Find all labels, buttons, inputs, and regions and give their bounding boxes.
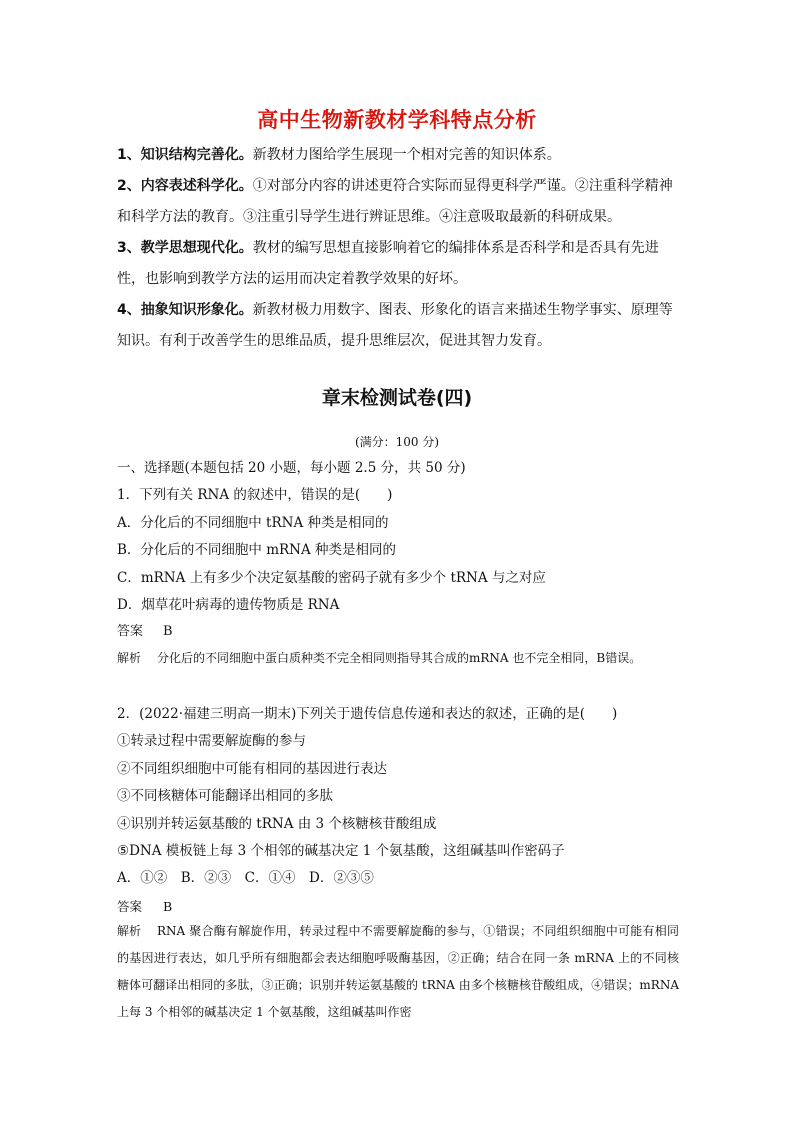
q1-answer-row [117, 620, 679, 639]
q2-answer-value: B [163, 898, 173, 914]
q2-choices: A．①② B．②③ C．①④ D．②③⑤ [117, 870, 374, 887]
q2-answer-row [117, 893, 679, 920]
q2-item-3: ③不同核糖体可能翻译出相同的多肽 [117, 788, 333, 805]
q1-stem: 1．下列有关 RNA 的叙述中，错误的是( ) [117, 487, 393, 504]
intro-item-2: 2、内容表述科学化。①对部分内容的讲述更符合实际而显得更科学严谨。②注重科学精神和科学方法的教育。③注重引导学生进行辨证思维。④注意吸取最新的科研成果。 [117, 178, 673, 225]
q1-option-d: D．烟草花叶病毒的遗传物质是 RNA [117, 596, 340, 613]
q1-option-c: C．mRNA 上有多少个决定氨基酸的密码子就有多少个 tRNA 与之对应 [117, 569, 546, 586]
q2-item-5: ⑤DNA 模板链上每 3 个相邻的碱基决定 1 个氨基酸，这组碱基叫作密码子 [117, 842, 565, 859]
q2-stem: 2．(2022·福建三明高一期末)下列关于遗传信息传递和表达的叙述，正确的是( ) [117, 706, 618, 722]
intro-item-3: 3、教学思想现代化。教材的编写思想直接影响着它的编排体系是否科学和是否具有先进性，也影响到教学方法的运用而决定着教学效果的好坏。 [117, 240, 659, 287]
q2-item-4: ④识别并转运氨基酸的 tRNA 由 3 个核糖核苷酸组成 [117, 815, 437, 832]
q1-explain-label: 解析 [117, 651, 142, 665]
q2-explain-label: 解析 [117, 924, 142, 938]
intro-item-2-block [117, 171, 679, 233]
q1-explanation [117, 645, 679, 672]
q2-explain-text: RNA 聚合酶有解旋作用，转录过程中不需要解旋酶的参与，①错误；不同组织细胞中可能有相同的基因进行表达，如几乎所有细胞都会表达细胞呼吸酶基因，②正确；结合在同一条 mRNA 上的不同核糖体可翻译出相同的多肽，③正确；识别并转运氨基酸的 tRNA 由多个核糖核苷酸组成，④错误；mRNA 上每 3 个相邻的碱基决定 1 个氨基酸，这组碱基叫作密 [117, 924, 679, 1019]
q2-answer-label: 答案 [117, 898, 143, 914]
q1-option-a: A．分化后的不同细胞中 tRNA 种类是相同的 [117, 514, 389, 531]
intro-list [117, 140, 679, 171]
question-1-block [117, 455, 679, 619]
intro-item-4-block [117, 295, 679, 357]
intro-item-3-block [117, 233, 679, 295]
q1-option-b: B．分化后的不同细胞中 mRNA 种类是相同的 [117, 542, 397, 559]
q1-explain-text: 分化后的不同细胞中蛋白质种类不完全相同则指导其合成的mRNA 也不完全相同，B错误。 [157, 651, 642, 665]
q2-item-2: ②不同组织细胞中可能有相同的基因进行表达 [117, 760, 387, 777]
intro-title: 高中生物新教材学科特点分析 [257, 108, 537, 132]
exam-score: (满分：100 分) [354, 435, 440, 449]
exam-title: 章末检测试卷(四) [321, 387, 473, 409]
q2-item-1: ①转录过程中需要解旋酶的参与 [117, 733, 306, 750]
intro-item-1: 1、知识结构完善化。新教材力图给学生展现一个相对完善的知识体系。 [117, 147, 561, 163]
intro-item-4: 4、抽象知识形象化。新教材极力用数字、图表、形象化的语言来描述生物学事实、原理等知识。有利于改善学生的思维品质，提升思维层次，促进其智力发育。 [117, 302, 673, 349]
q1-answer-label: 答案 [117, 624, 144, 639]
section-heading: 一、选择题(本题包括 20 小题，每小题 2.5 分，共 50 分) [117, 460, 466, 476]
q1-answer-value: B [163, 624, 173, 639]
question-2-block [117, 701, 679, 920]
q2-explanation [117, 918, 679, 1026]
